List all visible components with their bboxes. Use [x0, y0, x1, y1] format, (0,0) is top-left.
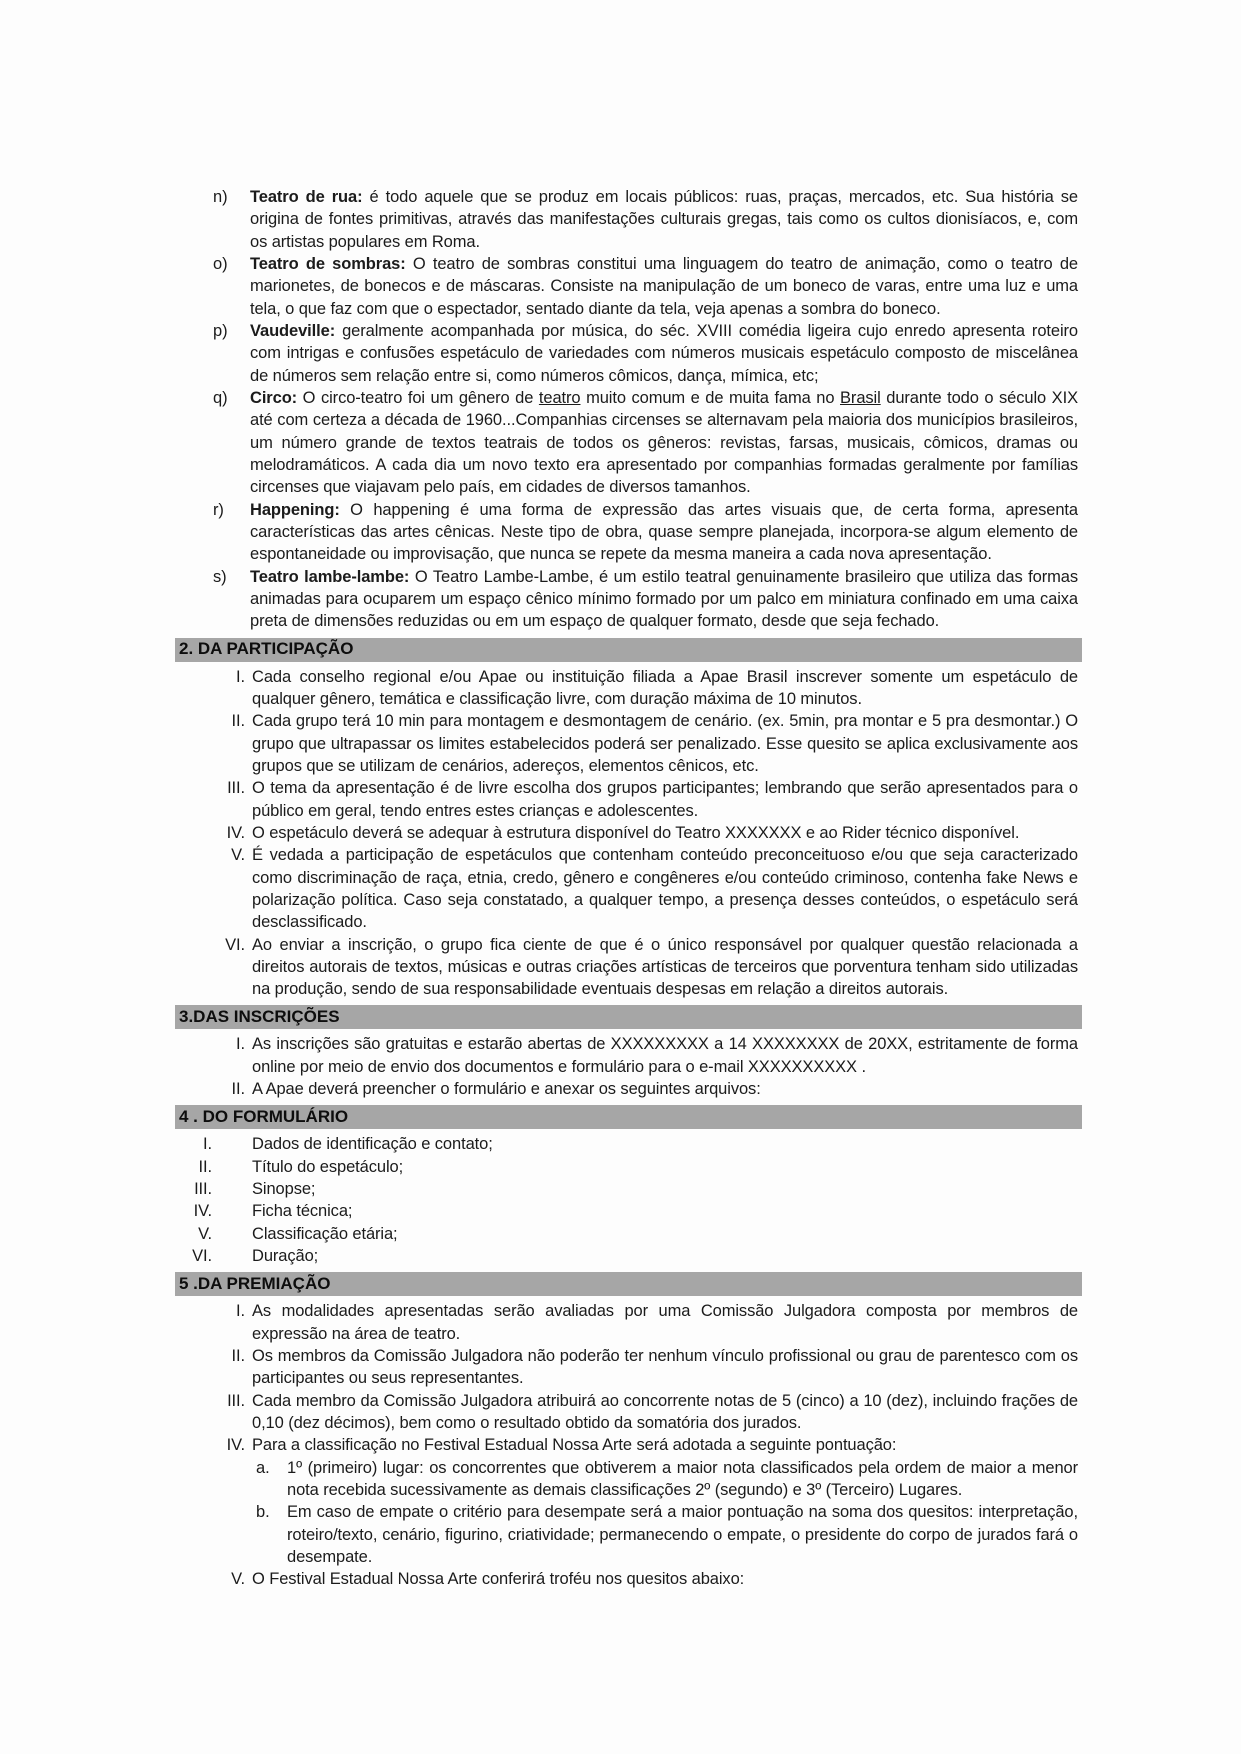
glossary-list	[0, 186, 1241, 633]
list-item	[175, 1390, 1078, 1435]
list-item-numeral: V.	[198, 1224, 212, 1243]
list-item	[175, 822, 1078, 844]
list-item	[175, 1133, 1078, 1155]
list-item	[175, 1568, 1078, 1590]
list-item-text: Para a classificação no Festival Estadual Nossa Arte será adotada a seguinte pontuação:	[252, 1436, 897, 1455]
glossary-item-letter: q)	[213, 388, 228, 407]
list-item	[175, 1300, 1078, 1345]
glossary-item	[213, 387, 1078, 499]
underlined-term: teatro	[538, 388, 581, 407]
section-header	[175, 1105, 1082, 1129]
list-item	[175, 1345, 1078, 1390]
list-item	[175, 1434, 1078, 1456]
section-title: 2. DA PARTICIPAÇÃO	[179, 639, 354, 659]
item-text-segment: O teatro de sombras constitui uma linguagem do teatro de animação, como o teatro de marionetes, de bonecos e de máscaras. Consiste na manipulação de um boneco de varas, entre uma luz e uma tela, o que faz com que o espectador, sentado diante da tela, veja apenas a sombra do boneco.	[250, 254, 1078, 318]
list-item	[175, 1245, 1078, 1267]
list-item	[175, 934, 1078, 1001]
item-lead-text: Teatro de rua:	[250, 188, 363, 206]
list-item	[175, 1223, 1078, 1245]
glossary-item-text	[250, 566, 1078, 633]
list-item	[175, 1178, 1078, 1200]
list-item-text: Título do espetáculo;	[252, 1157, 404, 1176]
list-item-numeral: I.	[203, 1135, 212, 1154]
list-item	[175, 1200, 1078, 1222]
list-item-numeral: I.	[236, 1302, 245, 1321]
glossary-item	[213, 566, 1078, 633]
item-text-segment: O Teatro Lambe-Lambe, é um estilo teatral genuinamente brasileiro que utiliza das formas animadas para ocuparem um espaço cênico mínimo formado por um palco em miniatura confinado em uma caixa preta de dimensões reduzidas ou em um espaço de qualquer formato, desde que seja fechado.	[250, 567, 1078, 631]
list-item-text: É vedada a participação de espetáculos que contenham conteúdo preconceituoso e/ou que seja caracterizado como discriminação de raça, etnia, credo, gênero e congêneres e/ou conteúdo criminoso, contenha fake News e polarização política. Caso seja constatado, a qualquer tempo, a presença desses conteúdos, o espetáculo será desclassificado.	[252, 846, 1078, 932]
list-item-text: O tema da apresentação é de livre escolha dos grupos participantes; lembrando que serão apresentados para o público em geral, tendo entres estes crianças e adolescentes.	[252, 779, 1078, 820]
section-title: 4 . DO FORMULÁRIO	[179, 1107, 349, 1127]
item-lead-text: Teatro de sombras:	[250, 254, 406, 273]
item-lead-text: Teatro lambe-lambe:	[250, 567, 410, 586]
sub-list-item	[256, 1457, 1078, 1502]
glossary-item-letter: n)	[213, 188, 228, 206]
list-item-numeral: III.	[194, 1180, 212, 1199]
glossary-item-letter: p)	[213, 321, 228, 340]
list-item-numeral: I.	[236, 1035, 245, 1054]
list-item-numeral: II.	[231, 1080, 245, 1099]
list-item-numeral: III.	[227, 779, 245, 798]
section-header	[175, 1005, 1082, 1029]
list-item-text: Os membros da Comissão Julgadora não poderão ter nenhum vínculo profissional ou grau de parentesco com os participantes ou seus representantes.	[252, 1347, 1078, 1388]
list-item	[175, 710, 1078, 777]
list-item-text: Cada membro da Comissão Julgadora atribuirá ao concorrente notas de 5 (cinco) a 10 (dez), incluindo frações de 0,10 (dez décimos), bem como o resultado obtido da somatória dos jurados.	[252, 1391, 1078, 1433]
list-item-text: A Apae deverá preencher o formulário e anexar os seguintes arquivos:	[252, 1080, 761, 1099]
section-title: 5 .DA PREMIAÇÃO	[179, 1274, 331, 1294]
item-lead-text: Circo:	[250, 388, 298, 407]
item-lead-text: Vaudeville:	[250, 321, 336, 340]
list-item-text: O espetáculo deverá se adequar à estrutura disponível do Teatro XXXXXXX e ao Rider técnico disponível.	[252, 823, 1020, 842]
glossary-item-letter: s)	[213, 567, 227, 586]
section-header	[175, 1272, 1082, 1296]
item-text-segment: O happening é uma forma de expressão das artes visuais que, de certa forma, apresenta características das artes cênicas. Neste tipo de obra, quase sempre planejada, incorpora-se algum elemento de espontaneidade ou improvisação, que nunca se repete da mesma maneira a cada nova apresentação.	[250, 500, 1078, 564]
list-item	[175, 1156, 1078, 1178]
list-item-numeral: VI.	[225, 935, 245, 954]
list-item-text: O Festival Estadual Nossa Arte conferirá troféu nos quesitos abaixo:	[252, 1570, 745, 1589]
glossary-item	[213, 320, 1078, 387]
list-item-numeral: II.	[198, 1157, 212, 1176]
sub-list-item-text: 1º (primeiro) lugar: os concorrentes que obtiverem a maior nota classificados pela ordem de maior a menor nota recebida sucessivamente as demais classificações 2º (segundo) e 3º (Terceiro) Lugares.	[287, 1458, 1078, 1500]
document-content	[0, 186, 1241, 1591]
glossary-item	[213, 186, 1078, 253]
list-item-numeral: IV.	[226, 823, 245, 842]
glossary-item-text	[250, 387, 1078, 499]
glossary-item-text	[250, 186, 1078, 253]
glossary-item-text	[250, 320, 1078, 387]
glossary-item-text	[250, 253, 1078, 320]
section-title: 3.DAS INSCRIÇÕES	[179, 1007, 340, 1027]
list-item-numeral: I.	[236, 667, 245, 686]
list-item-text: Cada conselho regional e/ou Apae ou instituição filiada a Apae Brasil inscrever somente um espetáculo de qualquer gênero, temática e classificação livre, com duração máxima de 10 minutos.	[252, 667, 1078, 708]
glossary-item	[213, 253, 1078, 320]
list-item-text: As modalidades apresentadas serão avaliadas por uma Comissão Julgadora composta por membros de expressão na área de teatro.	[252, 1302, 1078, 1343]
sections-container	[0, 638, 1241, 1591]
glossary-item-letter: o)	[213, 254, 228, 273]
item-text-segment: geralmente acompanhada por música, do séc. XVIII comédia ligeira cujo enredo apresenta roteiro com intrigas e confusões espetáculo de variedades com números musicais espetáculo composto de miscelânea de números sem relação entre si, como números cômicos, dança, mímica, etc;	[250, 321, 1078, 385]
sub-list-item-text: Em caso de empate o critério para desempate será a maior pontuação na soma dos quesitos: interpretação, roteiro/texto, cenário, figurino, criatividade; permanecendo o empate, o presidente do corpo de jurados fará o desempate.	[287, 1503, 1078, 1567]
item-text-segment: O circo-teatro foi um gênero de	[297, 388, 539, 407]
list-item-numeral: III.	[227, 1391, 245, 1410]
list-item	[175, 844, 1078, 933]
list-item-text: Sinopse;	[252, 1180, 316, 1199]
list-item-text: Ao enviar a inscrição, o grupo fica ciente de que é o único responsável por qualquer questão relacionada a direitos autorais de textos, músicas e outras criações artísticas de terceiros que porventura tenham sido utilizadas na produção, sendo de sua responsabilidade eventuais despesas em relação a direitos autorais.	[252, 935, 1078, 999]
underlined-term: Brasil	[840, 388, 881, 407]
list-item	[175, 1033, 1078, 1078]
list-item-text: Ficha técnica;	[252, 1202, 353, 1221]
list-item	[175, 666, 1078, 711]
list-item-numeral: V.	[231, 1570, 245, 1589]
list-item-text: Classificação etária;	[252, 1224, 398, 1243]
list-item-text: Cada grupo terá 10 min para montagem e desmontagem de cenário. (ex. 5min, pra montar e 5 pra desmontar.) O grupo que ultrapassar os limites estabelecidos poderá ser penalizado. Esse quesito se aplica exclusivamente aos grupos que se utilizam de cenários, adereços, elementos cênicos, etc.	[252, 712, 1078, 775]
list-item-text: As inscrições são gratuitas e estarão abertas de XXXXXXXXX a 14 XXXXXXXX de 20XX, estritamente de forma online por meio de envio dos documentos e formulário para o e-mail XXXXXXXXXX .	[252, 1035, 1078, 1076]
section-header	[175, 638, 1082, 662]
glossary-item	[213, 499, 1078, 566]
sub-list-item	[256, 1501, 1078, 1568]
list-item-numeral: IV.	[226, 1436, 245, 1455]
list-item-numeral: II.	[231, 712, 245, 731]
glossary-item-text	[250, 499, 1078, 566]
list-item-numeral: V.	[231, 846, 245, 865]
list-item-text: Dados de identificação e contato;	[252, 1135, 493, 1154]
item-text-segment: muito comum e de muita fama no	[580, 388, 841, 407]
item-text-segment: durante todo o século XIX até com certeza a década de 1960...Companhias circenses se alternavam pela maioria dos municípios brasileiros, um número grande de textos teatrais de todos os gêneros: revistas, farsas, musicais, cômicos, dramas ou melodramáticos. A cada dia um novo texto era apresentado por companhias formadas geralmente por famílias circenses que viajavam pelo país, em cidades de diversos tamanhos.	[250, 388, 1078, 497]
list-item-numeral: VI.	[192, 1247, 212, 1266]
item-text-segment: é todo aquele que se produz em locais públicos: ruas, praças, mercados, etc. Sua história se origina de fontes primitivas, através das manifestações culturais gregas, tais como os cultos dionisíacos, e, com os artistas populares em Roma.	[250, 188, 1078, 251]
list-item-numeral: IV.	[193, 1202, 212, 1221]
sub-list-item-letter: b.	[256, 1503, 270, 1522]
sub-list-item-letter: a.	[256, 1458, 270, 1477]
list-item-numeral: II.	[231, 1347, 245, 1366]
list-item-text: Duração;	[252, 1247, 319, 1266]
list-item	[175, 1078, 1078, 1100]
list-item	[175, 777, 1078, 822]
glossary-item-letter: r)	[213, 500, 224, 519]
item-lead-text: Happening:	[250, 500, 340, 519]
